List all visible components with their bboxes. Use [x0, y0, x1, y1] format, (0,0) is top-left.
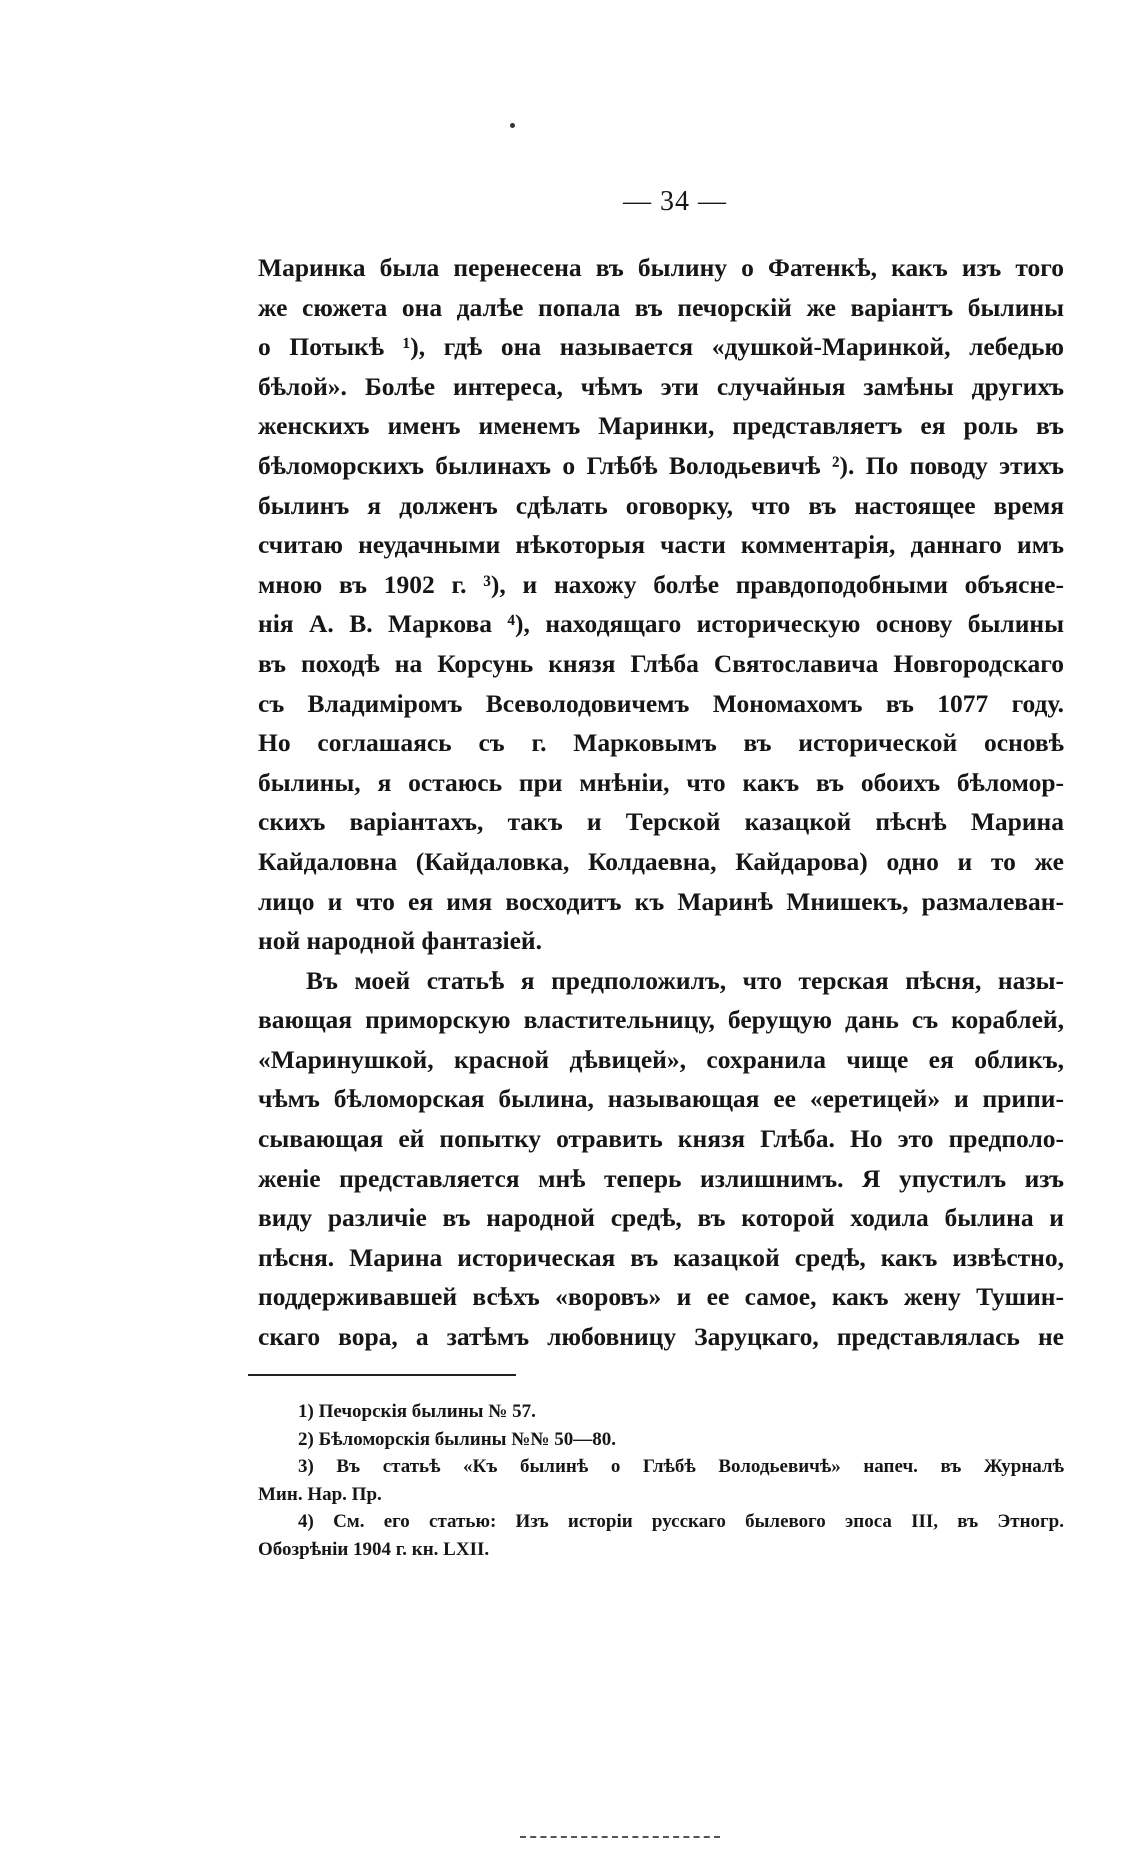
text-line: же сюжета она далѣе попала въ печорскій же варіантъ былины: [258, 292, 1064, 322]
paragraph-end-line: ной народной фантазіей.: [258, 926, 542, 956]
text-line: «Маринушкой, красной дѣвицей», сохранила чище ея обликъ,: [258, 1044, 1064, 1074]
footnotes: [258, 1398, 1064, 1563]
paragraph-start-line: Въ моей статьѣ я предположилъ, что терская пѣсня, назы-: [306, 965, 1064, 995]
ink-speck: [510, 123, 515, 128]
text-line: былины, я остаюсь при мнѣніи, что какъ въ обоихъ бѣломор-: [258, 767, 1064, 797]
text-line: скаго вора, а затѣмъ любовницу Заруцкаго, представлялась не: [258, 1322, 1064, 1352]
text-line: считаю неудачными нѣкоторыя части комментарія, даннаго имъ: [258, 530, 1064, 560]
text-line: о Потыкѣ ¹), гдѣ она называется «душкой-Маринкой, лебедью: [258, 332, 1064, 362]
text-line: въ походѣ на Корсунь князя Глѣба Святославича Новгородскаго: [258, 648, 1064, 678]
main-text: [258, 248, 1064, 1357]
page-number: — 34 —: [623, 186, 727, 217]
text-line: чѣмъ бѣломорская былина, называющая ее «еретицей» и припи-: [258, 1084, 1064, 1114]
footnote-4-continuation: Обозрѣніи 1904 г. кн. LXII.: [258, 1538, 490, 1560]
text-line: мною въ 1902 г. ³), и нахожу болѣе правдоподобными объясне-: [258, 569, 1064, 599]
text-line: женіе представляется мнѣ теперь излишнимъ. Я упустилъ изъ: [258, 1163, 1064, 1193]
text-line: лицо и что ея имя восходитъ къ Маринѣ Мнишекъ, размалеван-: [258, 886, 1064, 916]
footnote-3: 3) Въ статьѣ «Къ былинѣ о Глѣбѣ Володьевичѣ» напеч. въ Журналѣ: [298, 1456, 1064, 1477]
text-line: пѣсня. Марина историческая въ казацкой средѣ, какъ извѣстно,: [258, 1242, 1064, 1272]
text-line: скихъ варіантахъ, такъ и Терской казацкой пѣснѣ Марина: [258, 807, 1064, 837]
text-line: сывающая ей попытку отравить князя Глѣба. Но это предполо-: [258, 1124, 1064, 1154]
text-line: съ Владиміромъ Всеволодовичемъ Мономахомъ въ 1077 году.: [258, 688, 1064, 718]
printer-mark: [520, 1836, 720, 1841]
footnote-3-continuation: Мин. Нар. Пр.: [258, 1483, 382, 1505]
text-line: виду различіе въ народной средѣ, въ которой ходила былина и: [258, 1203, 1064, 1233]
text-line: вающая приморскую властительницу, берущую дань съ кораблей,: [258, 1005, 1064, 1035]
footnote-1: 1) Печорскія былины № 57.: [298, 1401, 536, 1422]
text-line: бѣлой». Болѣе интереса, чѣмъ эти случайныя замѣны другихъ: [258, 371, 1064, 401]
text-line: поддерживавшей всѣхъ «воровъ» и ее самое, какъ жену Тушин-: [258, 1282, 1064, 1312]
footnote-separator: [248, 1374, 516, 1376]
text-line: нія А. В. Маркова ⁴), находящаго историческую основу былины: [258, 609, 1064, 639]
footnote-2: 2) Бѣломорскія былины №№ 50—80.: [298, 1428, 616, 1450]
text-line: женскихъ именъ именемъ Маринки, представляетъ ея роль въ: [258, 411, 1064, 441]
text-line: Маринка была перенесена въ былину о Фатенкѣ, какъ изъ того: [258, 253, 1064, 282]
text-line: былинъ я долженъ сдѣлать оговорку, что въ настоящее время: [258, 490, 1064, 520]
text-line: бѣломорскихъ былинахъ о Глѣбѣ Володьевичѣ ²). По поводу этихъ: [258, 450, 1064, 480]
text-line: Кайдаловна (Кайдаловка, Колдаевна, Кайдарова) одно и то же: [258, 846, 1064, 876]
footnote-4: 4) См. его статью: Изъ исторіи русскаго былевого эпоса III, въ Этногр.: [298, 1511, 1064, 1532]
text-line: Но соглашаясь съ г. Марковымъ въ исторической основѣ: [258, 728, 1064, 758]
